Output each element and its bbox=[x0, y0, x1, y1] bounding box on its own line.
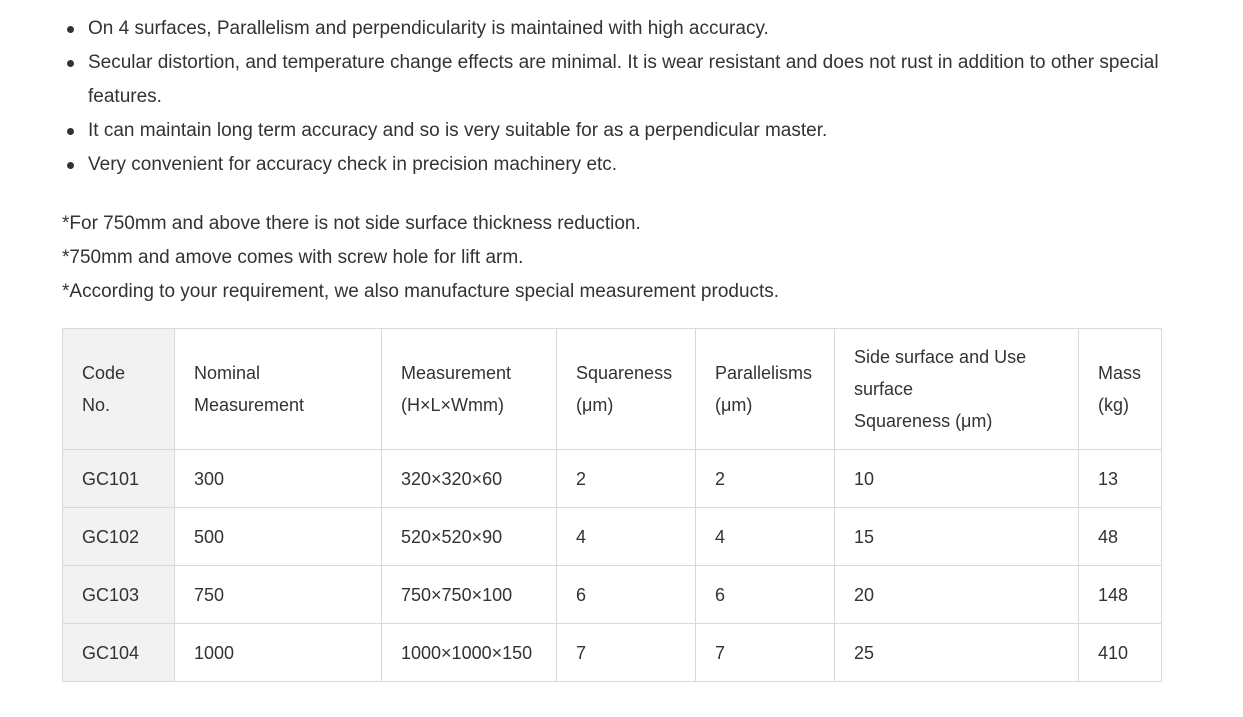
cell-squareness: 7 bbox=[557, 624, 696, 682]
spec-table bbox=[62, 328, 1162, 682]
feature-item bbox=[88, 148, 1168, 182]
bullet-icon bbox=[67, 162, 74, 169]
bullet-icon bbox=[67, 26, 74, 33]
cell-mass: 48 bbox=[1079, 508, 1162, 566]
cell-code-no: GC104 bbox=[63, 624, 175, 682]
header-mass: Mass (kg) bbox=[1079, 329, 1162, 450]
table-header-row bbox=[63, 329, 1162, 450]
table-row bbox=[63, 508, 1162, 566]
cell-nominal: 1000 bbox=[175, 624, 382, 682]
header-squareness: Squareness (μm) bbox=[557, 329, 696, 450]
cell-side-squareness: 10 bbox=[835, 450, 1079, 508]
cell-code-no: GC101 bbox=[63, 450, 175, 508]
cell-measurement: 1000×1000×150 bbox=[382, 624, 557, 682]
cell-side-squareness: 25 bbox=[835, 624, 1079, 682]
cell-nominal: 300 bbox=[175, 450, 382, 508]
table-row bbox=[63, 450, 1162, 508]
cell-side-squareness: 15 bbox=[835, 508, 1079, 566]
bullet-icon bbox=[67, 128, 74, 135]
cell-parallelisms: 2 bbox=[696, 450, 835, 508]
header-code-no: Code No. bbox=[63, 329, 175, 450]
feature-item bbox=[88, 46, 1168, 114]
cell-mass: 13 bbox=[1079, 450, 1162, 508]
cell-measurement: 750×750×100 bbox=[382, 566, 557, 624]
cell-code-no: GC102 bbox=[63, 508, 175, 566]
feature-item bbox=[88, 114, 1168, 148]
feature-text: On 4 surfaces, Parallelism and perpendicularity is maintained with high accuracy. bbox=[88, 18, 769, 39]
cell-nominal: 500 bbox=[175, 508, 382, 566]
header-side-surface-squareness: Side surface and Use surface Squareness (μm) bbox=[835, 329, 1079, 450]
cell-parallelisms: 7 bbox=[696, 624, 835, 682]
header-nominal-measurement: Nominal Measurement bbox=[175, 329, 382, 450]
feature-text: Secular distortion, and temperature change effects are minimal. It is wear resistant and does not rust in addition to other special features. bbox=[88, 52, 1159, 107]
table-row bbox=[63, 624, 1162, 682]
cell-parallelisms: 4 bbox=[696, 508, 835, 566]
note-line: *According to your requirement, we also manufacture special measurement products. bbox=[62, 281, 780, 302]
cell-side-squareness: 20 bbox=[835, 566, 1079, 624]
cell-squareness: 4 bbox=[557, 508, 696, 566]
cell-squareness: 2 bbox=[557, 450, 696, 508]
feature-text: It can maintain long term accuracy and so is very suitable for as a perpendicular master. bbox=[88, 120, 828, 141]
note-line: *750mm and amove comes with screw hole for lift arm. bbox=[62, 247, 524, 268]
header-parallelisms: Parallelisms (μm) bbox=[696, 329, 835, 450]
cell-code-no: GC103 bbox=[63, 566, 175, 624]
cell-measurement: 320×320×60 bbox=[382, 450, 557, 508]
note-line: *For 750mm and above there is not side surface thickness reduction. bbox=[62, 213, 641, 234]
table-row bbox=[63, 566, 1162, 624]
cell-mass: 148 bbox=[1079, 566, 1162, 624]
feature-list bbox=[0, 12, 1168, 182]
cell-parallelisms: 6 bbox=[696, 566, 835, 624]
feature-item bbox=[88, 12, 1168, 46]
cell-squareness: 6 bbox=[557, 566, 696, 624]
cell-measurement: 520×520×90 bbox=[382, 508, 557, 566]
cell-nominal: 750 bbox=[175, 566, 382, 624]
feature-text: Very convenient for accuracy check in precision machinery etc. bbox=[88, 154, 618, 175]
header-measurement: Measurement (H×L×Wmm) bbox=[382, 329, 557, 450]
bullet-icon bbox=[67, 60, 74, 67]
cell-mass: 410 bbox=[1079, 624, 1162, 682]
notes-section bbox=[62, 207, 779, 309]
